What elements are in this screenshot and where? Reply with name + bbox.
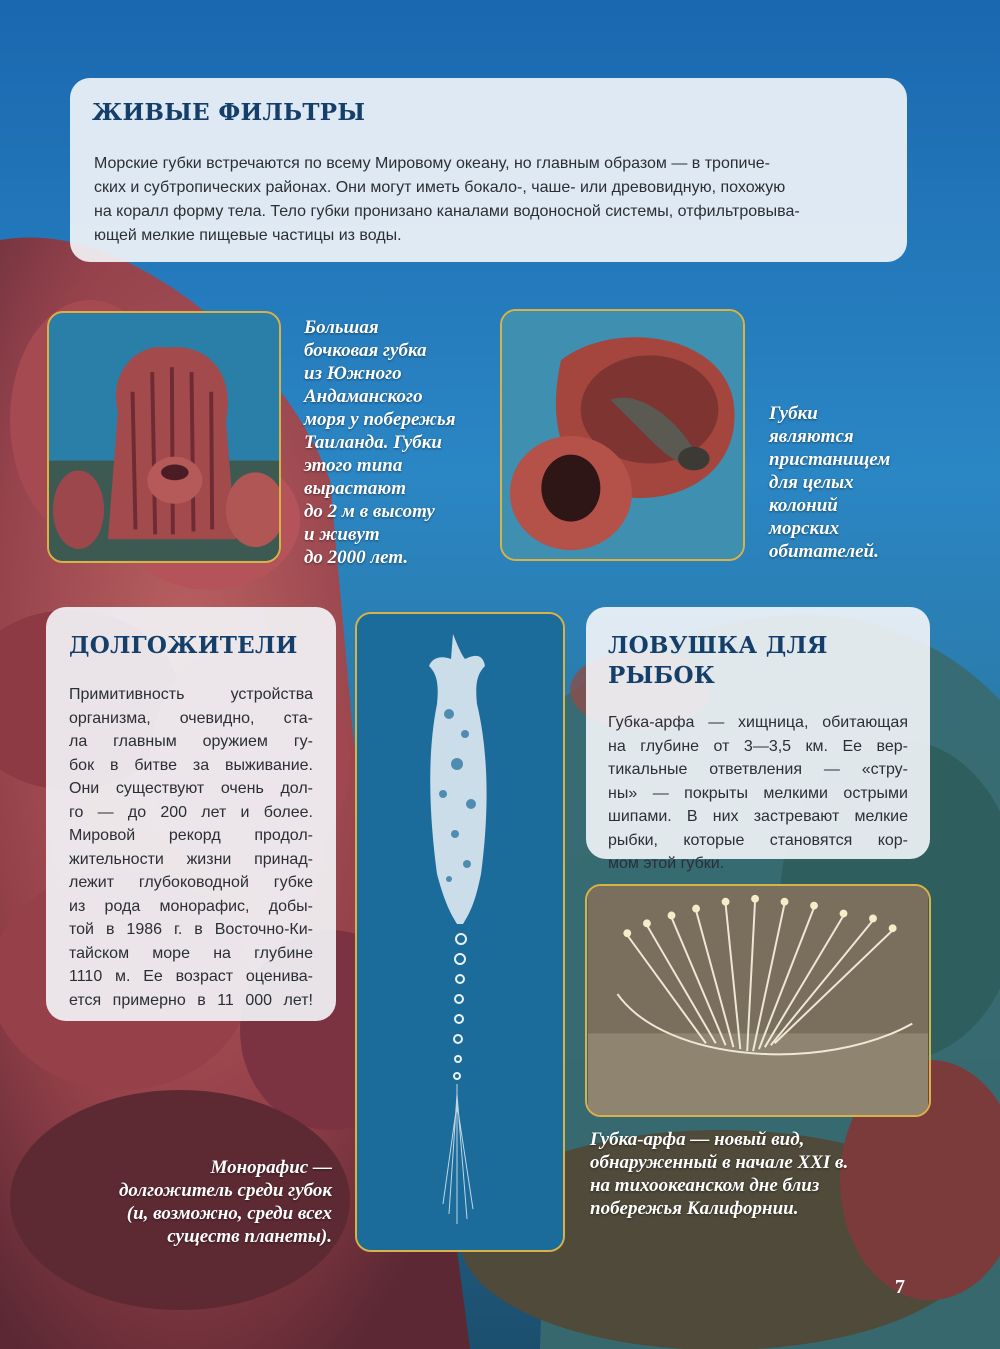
text-line: Губка-арфа — хищница, обитающая [608,714,908,731]
caption-line: до 2000 лет. [304,547,409,568]
text-line: ется примерно в 11 000 лет! [69,991,313,1009]
caption-line: этого типа [304,455,403,476]
fish-trap-box [586,607,930,872]
long-livers-text [69,683,313,1012]
monorhaphis-photo [355,612,565,1252]
caption-line: и живут [304,524,380,545]
sponge-shelter-caption [769,402,929,563]
caption-line: являются [769,426,854,447]
text-line: Морские губки встречаются по всему Мировому океану, но главным образом — в тропиче- [94,155,770,172]
long-livers-title: ДОЛГОЖИТЕЛИ [69,632,298,659]
text-line: тикальные ответвления — «стру- [608,761,908,778]
monorhaphis-caption [70,1156,332,1248]
fish-trap-text [608,711,908,876]
caption-line: моря у побережья [304,409,456,430]
caption-line: Монорафис — [210,1157,332,1178]
caption-line: Губки [769,403,818,424]
barrel-sponge-caption [304,316,494,569]
living-filters-text [94,152,883,248]
caption-line: обитателей. [769,541,879,562]
text-line: на глубине от 3—3,5 км. Ее вер- [608,737,908,755]
text-line: Они существуют очень дол- [69,780,313,797]
caption-line: обнаруженный в начале XXI в. [590,1152,849,1173]
text-line: ла главным оружием гу- [69,733,313,750]
caption-line: колоний [769,495,838,516]
caption-line: до 2 м в высоту [304,501,435,522]
caption-line: на тихоокеанском дне близ [590,1175,820,1196]
text-line: жительности жизни принад- [69,850,313,868]
page-number: 7 [895,1276,905,1298]
text-line: шипами. В них застревают мелкие [608,808,908,825]
text-line: на коралл форму тела. Тело губки пронизано каналами водоносной системы, отфильтровыва- [94,203,800,220]
living-filters-box [70,78,907,262]
caption-line: Таиланда. Губки [304,432,442,453]
caption-line: из Южного [304,363,402,384]
caption-line: вырастают [304,478,407,499]
text-line: той в 1986 г. в Восточно-Ки- [69,921,313,938]
fish-trap-title: ЛОВУШКА ДЛЯ РЫБОК [608,632,828,689]
text-line: организма, очевидно, ста- [69,709,313,727]
harp-sponge-photo [585,884,931,1117]
living-filters-title: ЖИВЫЕ ФИЛЬТРЫ [92,99,366,126]
text-line: ющей мелкие пищевые частицы из воды. [94,227,402,244]
text-line: ских и субтропических районах. Они могут иметь бокало-, чаше- или древовидную, похожую [94,179,786,196]
caption-line: для целых [769,472,854,493]
text-line: из рода монорафис, добы- [69,897,313,915]
caption-line: (и, возможно, среди всех [126,1203,332,1224]
caption-line: Андаманского [304,386,423,407]
text-line: ны» — покрыты мелкими острыми [608,784,908,802]
text-line: Мировой рекорд продол- [69,827,313,844]
text-line: 1110 м. Ее возраст оценива- [69,968,313,985]
sponge-shelter-photo [500,309,745,561]
harp-sponge-caption [590,1128,930,1220]
text-line: мом этой губки. [608,855,725,872]
text-line: го — до 200 лет и более. [69,803,313,821]
text-line: бок в битве за выживание. [69,756,313,774]
caption-line: существ планеты). [167,1226,332,1247]
caption-line: побережья Калифорнии. [590,1198,799,1219]
caption-line: долгожитель среди губок [118,1180,332,1201]
text-line: рыбки, которые становятся кор- [608,831,908,849]
long-livers-box [46,607,336,1021]
caption-line: Губка-арфа — новый вид, [590,1129,805,1150]
text-line: Примитивность устройства [69,686,313,703]
caption-line: бочковая губка [304,340,427,361]
text-line: тайском море на глубине [69,944,313,962]
caption-line: Большая [304,317,379,338]
caption-line: морских [769,518,840,539]
text-line: лежит глубоководной губке [69,874,313,891]
caption-line: пристанищем [769,449,891,470]
barrel-sponge-photo [47,311,281,563]
